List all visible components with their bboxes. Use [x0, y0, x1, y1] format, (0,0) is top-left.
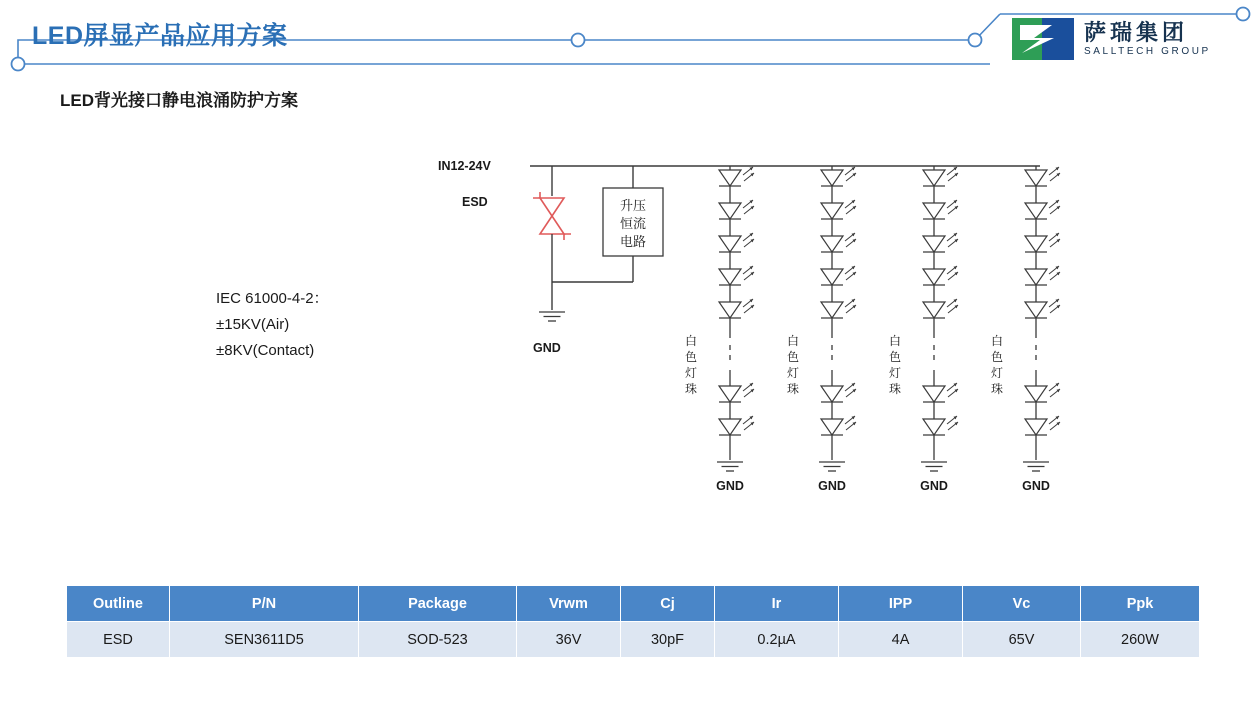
- table-cell: 65V: [963, 622, 1081, 658]
- logo-mark-icon: [1012, 18, 1074, 60]
- gnd-main-label: GND: [533, 341, 561, 355]
- spec-table: [66, 585, 1200, 658]
- spec-note-line-2: ±15KV(Air): [216, 316, 290, 333]
- led-string-2-label-1: 白: [786, 334, 800, 348]
- table-cell: 260W: [1081, 622, 1200, 658]
- led-string-2-label-3: 灯: [786, 366, 800, 380]
- table-cell: 30pF: [621, 622, 715, 658]
- table-header-cell: Ir: [715, 586, 839, 622]
- led-string-4-label-4: 珠: [990, 382, 1004, 396]
- boost-block-line-2: 恒流: [619, 216, 647, 231]
- led-string-1: [685, 166, 754, 493]
- led-string-2-label-2: 色: [786, 350, 800, 364]
- table-header-cell: Outline: [67, 586, 170, 622]
- led-string-3-label-4: 珠: [888, 382, 902, 396]
- page-title: LED屏显产品应用方案: [32, 22, 288, 50]
- table-row: [67, 622, 1200, 658]
- led-string-3-label-1: 白: [888, 334, 902, 348]
- table-header-cell: Cj: [621, 586, 715, 622]
- esd-tvs-symbol: [533, 192, 571, 240]
- table-header-row: [67, 586, 1200, 622]
- table-header-cell: Ppk: [1081, 586, 1200, 622]
- boost-block-line-1: 升压: [619, 198, 647, 213]
- spec-note-line-3: ±8KV(Contact): [216, 342, 315, 359]
- led-string-3-label-2: 色: [888, 350, 902, 364]
- led-string-2: [787, 166, 856, 493]
- input-label: IN12-24V: [438, 159, 491, 173]
- gnd-main-symbol: [539, 312, 565, 321]
- table-header-cell: Package: [359, 586, 517, 622]
- led-string-1-label-2: 色: [684, 350, 698, 364]
- led-string-3: [889, 166, 958, 493]
- led-string-4-label-2: 色: [990, 350, 1004, 364]
- logo-company-name-cn: 萨瑞集团: [1084, 19, 1189, 45]
- table-header-cell: IPP: [839, 586, 963, 622]
- table-cell: 0.2µA: [715, 622, 839, 658]
- led-string-1-label-1: 白: [684, 334, 698, 348]
- table-cell: SEN3611D5: [170, 622, 359, 658]
- led-string-4: [991, 166, 1060, 493]
- company-logo: [1012, 14, 1237, 64]
- led-string-4-gnd-label: GND: [1022, 479, 1050, 493]
- circuit-schematic: [400, 130, 1100, 550]
- led-string-1-label-3: 灯: [684, 366, 698, 380]
- esd-spec-note: [216, 286, 329, 364]
- page-header: [0, 0, 1255, 78]
- logo-company-name-en: SALLTECH GROUP: [1084, 45, 1211, 57]
- table-cell: ESD: [67, 622, 170, 658]
- led-string-2-label-4: 珠: [786, 382, 800, 396]
- table-cell: SOD-523: [359, 622, 517, 658]
- esd-label: ESD: [462, 195, 488, 209]
- led-string-3-gnd-label: GND: [920, 479, 948, 493]
- table-header-cell: P/N: [170, 586, 359, 622]
- section-title: LED背光接口静电浪涌防护方案: [60, 91, 298, 110]
- led-string-4-label-3: 灯: [990, 366, 1004, 380]
- spec-note-line-1: IEC 61000-4-2：: [216, 290, 329, 307]
- led-string-1-label-4: 珠: [684, 382, 698, 396]
- table-header-cell: Vrwm: [517, 586, 621, 622]
- table-cell: 4A: [839, 622, 963, 658]
- led-string-1-gnd-label: GND: [716, 479, 744, 493]
- led-string-3-label-3: 灯: [888, 366, 902, 380]
- schematic-svg: [400, 130, 1100, 550]
- table-header-cell: Vc: [963, 586, 1081, 622]
- led-string-4-label-1: 白: [990, 334, 1004, 348]
- boost-block-line-3: 电路: [619, 234, 647, 249]
- table-cell: 36V: [517, 622, 621, 658]
- led-string-2-gnd-label: GND: [818, 479, 846, 493]
